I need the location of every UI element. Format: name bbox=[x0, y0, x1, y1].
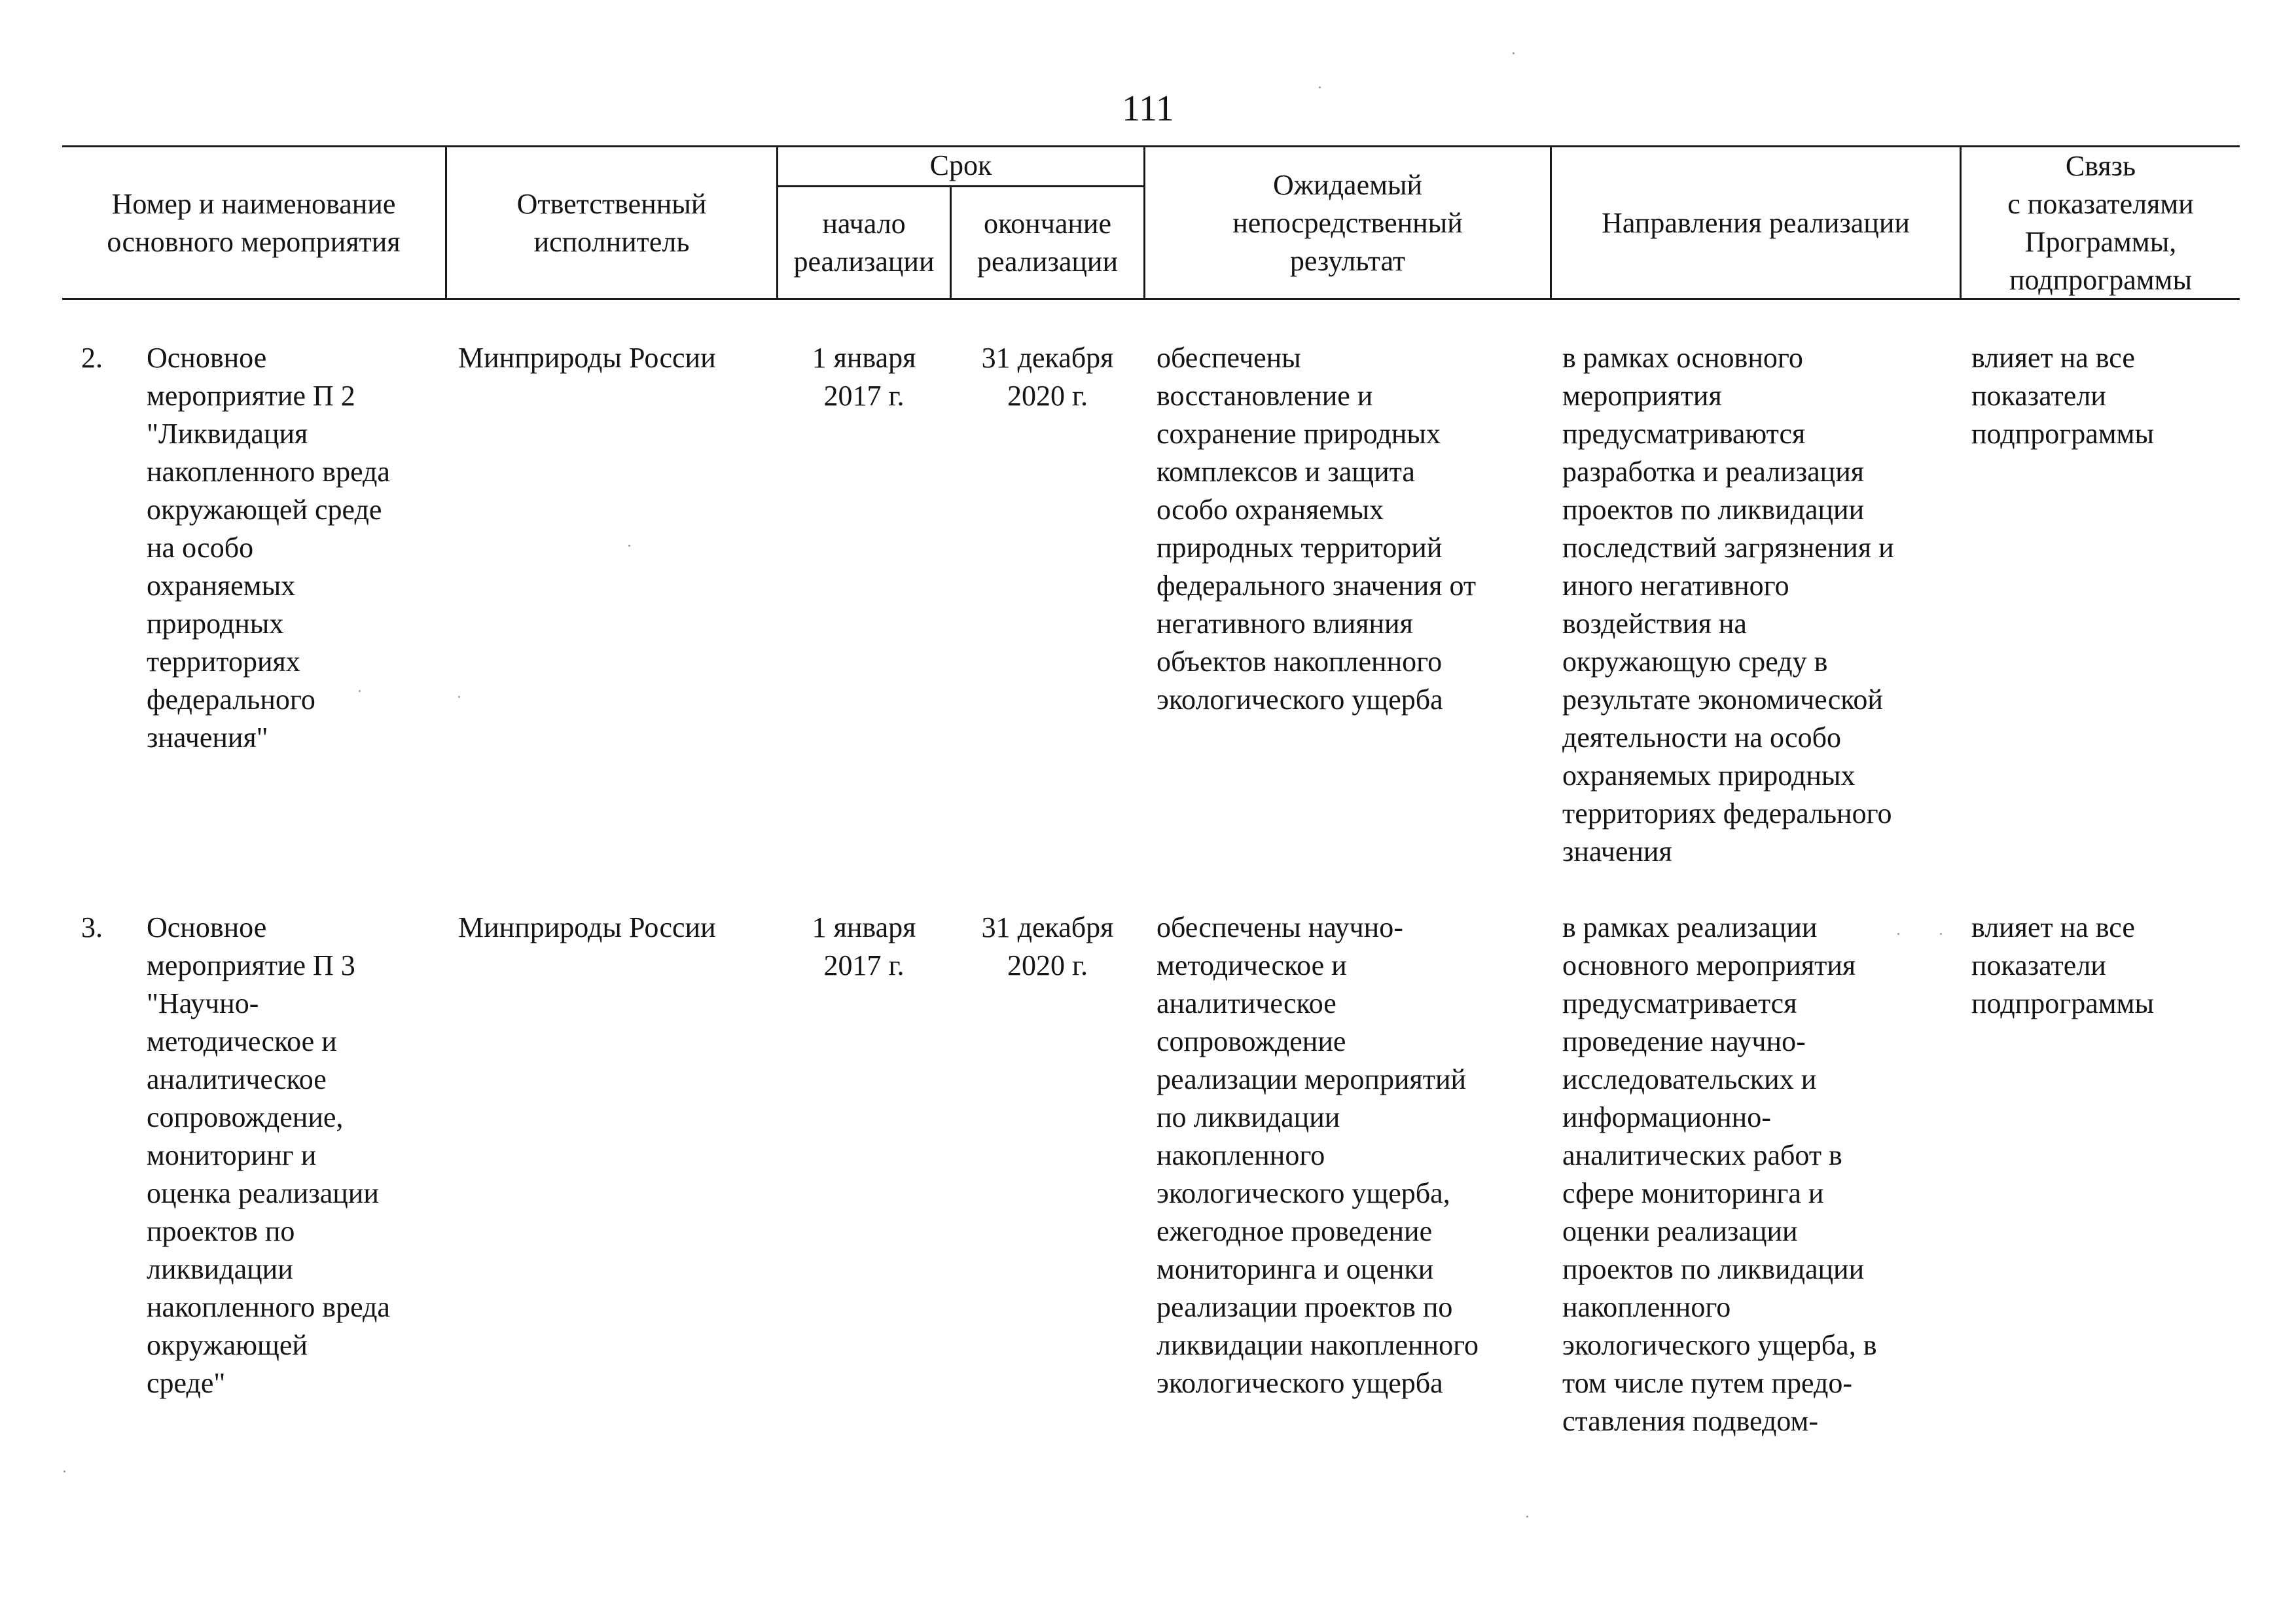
text-line: территориях федерального bbox=[1562, 797, 1892, 830]
text-line: методическое и bbox=[147, 1025, 337, 1057]
header-line: начало bbox=[822, 208, 906, 240]
text-line: сохранение природных bbox=[1157, 418, 1441, 450]
scan-speck bbox=[1940, 933, 1942, 935]
text-line: сопровождение, bbox=[147, 1101, 344, 1133]
text-line: проектов по bbox=[147, 1215, 295, 1247]
responsible-executor: Минприроды России bbox=[458, 911, 716, 943]
text-line: на особо bbox=[147, 532, 254, 564]
text-line: значения" bbox=[147, 721, 268, 754]
text-line: охраняемых bbox=[147, 570, 296, 602]
text-line: аналитическое bbox=[147, 1063, 327, 1095]
scan-speck bbox=[628, 545, 630, 547]
text-line: 31 декабря bbox=[981, 911, 1114, 943]
expected-result bbox=[1157, 339, 1476, 719]
text-line: 1 января bbox=[812, 911, 916, 943]
text-line: результате экономической bbox=[1562, 684, 1883, 716]
text-line: 2020 г. bbox=[1007, 380, 1088, 412]
responsible-executor: Минприроды России bbox=[458, 342, 716, 374]
text-line: подпрограммы bbox=[1971, 418, 2155, 450]
expected-result bbox=[1157, 909, 1479, 1402]
text-line: показатели bbox=[1971, 949, 2106, 981]
text-line: основного мероприятия bbox=[1562, 949, 1856, 981]
text-line: "Научно- bbox=[147, 987, 259, 1019]
header-line: Номер и наименование bbox=[111, 188, 396, 220]
header-line: Направления реализации bbox=[1602, 207, 1910, 239]
text-line: иного негативного bbox=[1562, 570, 1789, 602]
text-line: охраняемых природных bbox=[1562, 759, 1856, 792]
text-line: Основное bbox=[147, 911, 267, 943]
header-line: Программы, bbox=[2024, 226, 2177, 258]
scan-speck bbox=[63, 1470, 65, 1472]
text-line: ликвидации накопленного bbox=[1157, 1329, 1479, 1361]
page-number: 111 bbox=[1122, 88, 1174, 129]
text-line: "Ликвидация bbox=[147, 418, 308, 450]
header-line: непосредственный bbox=[1232, 207, 1463, 239]
text-line: экологического ущерба, bbox=[1157, 1177, 1450, 1209]
header-line: Срок bbox=[929, 149, 992, 181]
header-term bbox=[778, 147, 1143, 185]
link-to-indicators bbox=[1971, 339, 2154, 453]
text-line: накопленного bbox=[1562, 1291, 1731, 1323]
header-link-to-indicators bbox=[1962, 147, 2240, 299]
text-line: информационно- bbox=[1562, 1101, 1771, 1133]
text-line: обеспечены научно- bbox=[1157, 911, 1403, 943]
text-line: Основное bbox=[147, 342, 267, 374]
text-line: среде" bbox=[147, 1367, 226, 1399]
text-line: окружающей среде bbox=[147, 494, 382, 526]
start-date bbox=[778, 909, 950, 985]
text-line: 2020 г. bbox=[1007, 949, 1088, 981]
text-line: особо охраняемых bbox=[1157, 494, 1384, 526]
header-line: с показателями bbox=[2007, 188, 2194, 220]
header-line: основного мероприятия bbox=[107, 226, 401, 258]
text-line: федерального bbox=[147, 684, 315, 716]
text-line: в рамках основного bbox=[1562, 342, 1803, 374]
table-top-rule bbox=[62, 145, 2240, 147]
text-line: исследовательских и bbox=[1562, 1063, 1817, 1095]
text-line: окружающую среду в bbox=[1562, 646, 1828, 678]
text-line: том числе путем предо- bbox=[1562, 1367, 1853, 1399]
text-line: 1 января bbox=[812, 342, 916, 374]
text-line: мероприятия bbox=[1562, 380, 1722, 412]
text-line: ставления подведом- bbox=[1562, 1405, 1819, 1437]
text-line: влияет на все bbox=[1971, 911, 2135, 943]
text-line: природных территорий bbox=[1157, 532, 1443, 564]
text-line: значения bbox=[1562, 835, 1672, 867]
text-line: влияет на все bbox=[1971, 342, 2135, 374]
text-line: экологического ущерба bbox=[1157, 684, 1443, 716]
text-line: реализации проектов по bbox=[1157, 1291, 1453, 1323]
header-line: реализации bbox=[793, 246, 935, 278]
text-line: 2017 г. bbox=[823, 380, 905, 412]
text-line: комплексов и защита bbox=[1157, 456, 1415, 488]
text-line: экологического ущерба bbox=[1157, 1367, 1443, 1399]
header-line: реализации bbox=[977, 246, 1119, 278]
text-line: в рамках реализации bbox=[1562, 911, 1818, 943]
text-line: оценка реализации bbox=[147, 1177, 379, 1209]
text-line: предусматриваются bbox=[1562, 418, 1806, 450]
text-line: последствий загрязнения и bbox=[1562, 532, 1894, 564]
text-line: экологического ущерба, в bbox=[1562, 1329, 1877, 1361]
text-line: природных bbox=[147, 608, 284, 640]
activity-name bbox=[147, 909, 390, 1402]
text-line: накопленного вреда bbox=[147, 456, 390, 488]
text-line: накопленного bbox=[1157, 1139, 1325, 1171]
implementation-directions bbox=[1562, 909, 1876, 1440]
header-responsible-executor bbox=[447, 185, 776, 261]
scan-speck bbox=[1526, 1516, 1528, 1518]
text-line: сфере мониторинга и bbox=[1562, 1177, 1824, 1209]
text-line: накопленного вреда bbox=[147, 1291, 390, 1323]
start-date bbox=[778, 339, 950, 415]
text-line: проектов по ликвидации bbox=[1562, 1253, 1865, 1285]
header-line: окончание bbox=[984, 208, 1111, 240]
term-subheader-rule bbox=[776, 185, 1143, 187]
header-directions bbox=[1552, 204, 1960, 242]
text-line: 2017 г. bbox=[823, 949, 905, 981]
row-number: 2. bbox=[81, 342, 103, 374]
text-line: реализации мероприятий bbox=[1157, 1063, 1467, 1095]
text-line: объектов накопленного bbox=[1157, 646, 1443, 678]
header-line: Ожидаемый bbox=[1272, 169, 1423, 201]
text-line: проведение научно- bbox=[1562, 1025, 1806, 1057]
text-line: восстановление и bbox=[1157, 380, 1373, 412]
header-expected-result bbox=[1145, 166, 1550, 280]
scan-speck bbox=[1513, 52, 1515, 54]
link-to-indicators bbox=[1971, 909, 2154, 1023]
header-line: Ответственный bbox=[516, 188, 707, 220]
header-name-of-activity bbox=[62, 185, 445, 261]
header-line: Связь bbox=[2065, 150, 2136, 182]
text-line: 31 декабря bbox=[981, 342, 1114, 374]
text-line: подпрограммы bbox=[1971, 987, 2155, 1019]
text-line: воздействия на bbox=[1562, 608, 1747, 640]
scan-speck bbox=[1897, 933, 1899, 935]
text-line: деятельности на особо bbox=[1562, 721, 1841, 754]
text-line: негативного влияния bbox=[1157, 608, 1413, 640]
text-line: обеспечены bbox=[1157, 342, 1301, 374]
text-line: по ликвидации bbox=[1157, 1101, 1340, 1133]
text-line: окружающей bbox=[147, 1329, 308, 1361]
scan-speck bbox=[1319, 86, 1321, 88]
text-line: разработка и реализация bbox=[1562, 456, 1864, 488]
header-line: исполнитель bbox=[533, 226, 690, 258]
row-number: 3. bbox=[81, 911, 103, 943]
text-line: мероприятие П 2 bbox=[147, 380, 355, 412]
implementation-directions bbox=[1562, 339, 1894, 871]
text-line: сопровождение bbox=[1157, 1025, 1346, 1057]
text-line: федерального значения от bbox=[1157, 570, 1477, 602]
end-date bbox=[952, 909, 1143, 985]
text-line: ликвидации bbox=[147, 1253, 293, 1285]
header-start bbox=[778, 205, 950, 281]
end-date bbox=[952, 339, 1143, 415]
activity-name bbox=[147, 339, 390, 757]
header-line: подпрограммы bbox=[2009, 264, 2193, 296]
text-line: территориях bbox=[147, 646, 300, 678]
text-line: предусматривается bbox=[1562, 987, 1797, 1019]
text-line: аналитических работ в bbox=[1562, 1139, 1842, 1171]
text-line: проектов по ликвидации bbox=[1562, 494, 1865, 526]
text-line: мероприятие П 3 bbox=[147, 949, 355, 981]
text-line: оценки реализации bbox=[1562, 1215, 1798, 1247]
text-line: показатели bbox=[1971, 380, 2106, 412]
header-end bbox=[952, 205, 1143, 281]
text-line: методическое и bbox=[1157, 949, 1347, 981]
scan-speck bbox=[359, 690, 361, 692]
scan-speck bbox=[458, 696, 460, 698]
text-line: ежегодное проведение bbox=[1157, 1215, 1433, 1247]
text-line: мониторинга и оценки bbox=[1157, 1253, 1434, 1285]
table-header-bottom-rule bbox=[62, 298, 2240, 300]
text-line: аналитическое bbox=[1157, 987, 1336, 1019]
header-line: результат bbox=[1289, 245, 1406, 277]
text-line: мониторинг и bbox=[147, 1139, 317, 1171]
